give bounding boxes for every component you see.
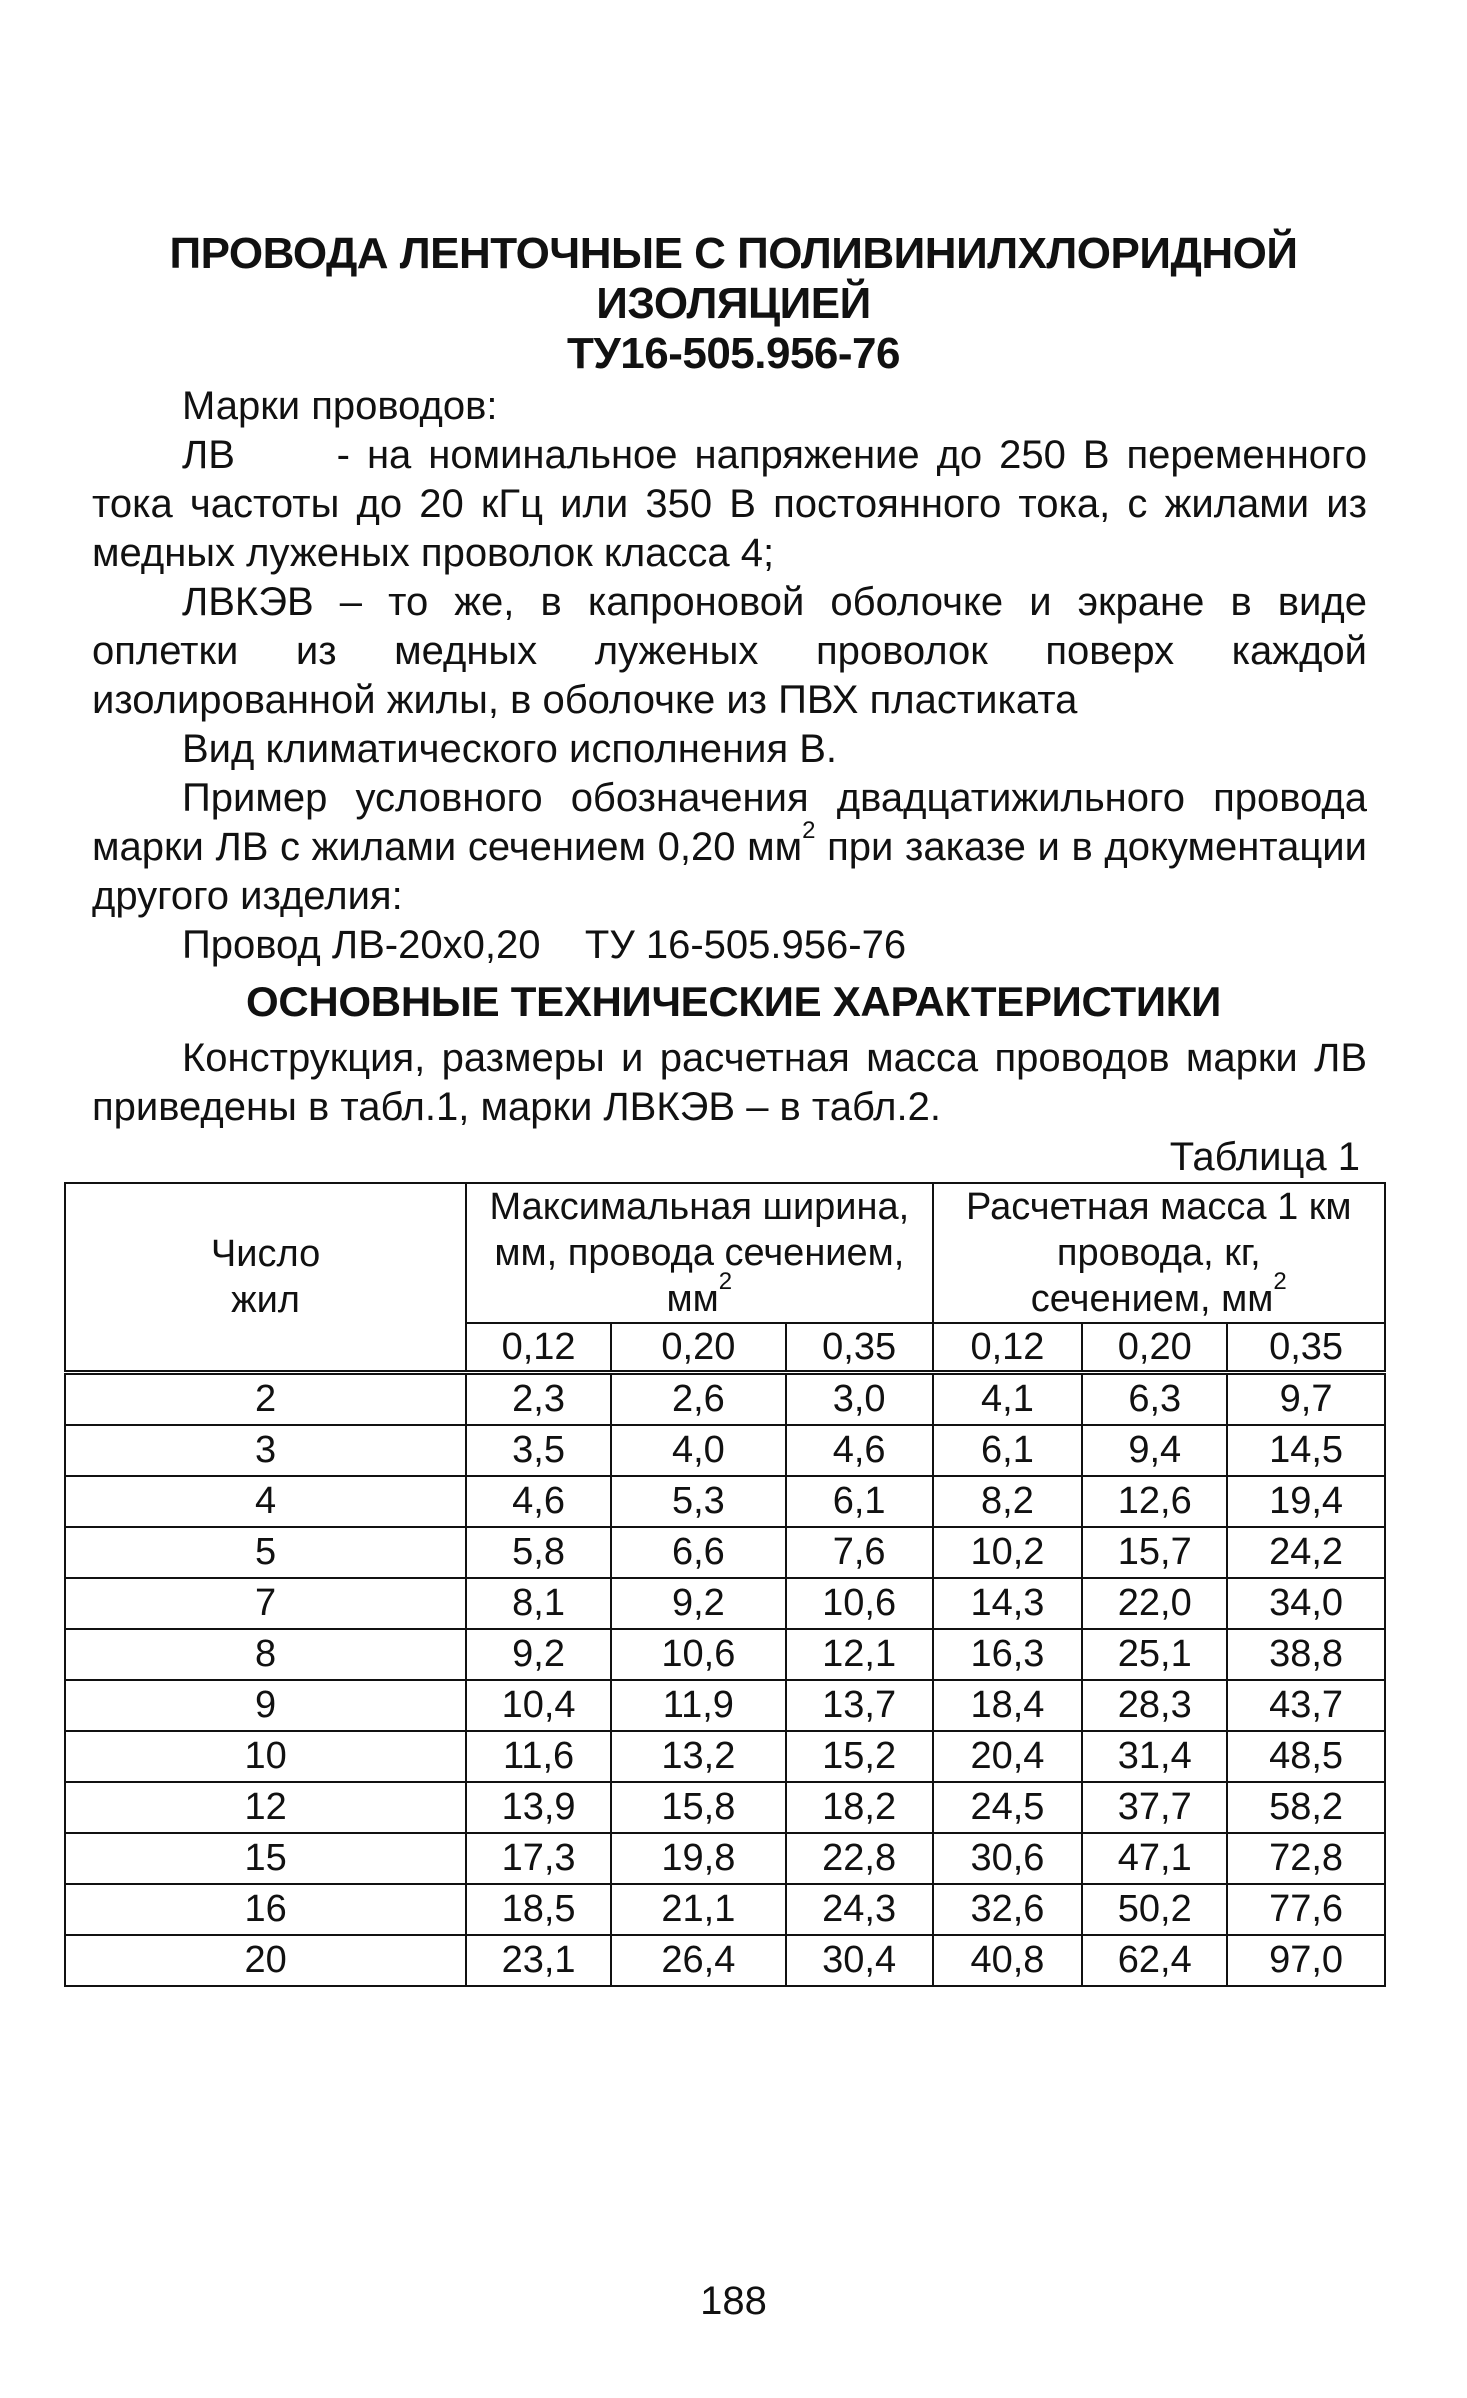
table-cell: 28,3	[1082, 1680, 1227, 1731]
table-cell: 4,0	[611, 1425, 786, 1476]
superscript-2: 2	[1273, 1268, 1287, 1295]
table-cell: 38,8	[1227, 1629, 1385, 1680]
table-cell: 77,6	[1227, 1884, 1385, 1935]
table-row	[65, 1731, 1385, 1782]
table-cell: 23,1	[466, 1935, 611, 1986]
table-cell: 10,4	[466, 1680, 611, 1731]
header-wire-count	[65, 1183, 466, 1373]
table-row	[65, 1935, 1385, 1986]
header-wire-count-line2: жил	[231, 1279, 300, 1321]
table-cell: 40,8	[933, 1935, 1083, 1986]
table-label: Таблица 1	[1169, 1135, 1360, 1179]
header-calc-mass-line3	[938, 1268, 1380, 1322]
header-max-width-line3	[471, 1268, 927, 1322]
cell-wire-count: 2	[65, 1373, 466, 1426]
section-heading: ОСНОВНЫЕ ТЕХНИЧЕСКИЕ ХАРАКТЕРИСТИКИ	[245, 978, 1222, 1025]
cell-wire-count: 10	[65, 1731, 466, 1782]
table-cell: 7,6	[786, 1527, 933, 1578]
header-section: 0,20	[611, 1323, 786, 1373]
title-standard: ТУ16-505.956-76	[567, 329, 900, 378]
table-cell: 18,5	[466, 1884, 611, 1935]
header-wire-count-line1: Число	[210, 1233, 321, 1275]
cell-wire-count: 16	[65, 1884, 466, 1935]
table-cell: 6,6	[611, 1527, 786, 1578]
table-cell: 11,6	[466, 1731, 611, 1782]
table-row	[65, 1578, 1385, 1629]
header-section: 0,12	[933, 1323, 1083, 1373]
table-row	[65, 1425, 1385, 1476]
table-cell: 13,2	[611, 1731, 786, 1782]
table-cell: 2,3	[466, 1373, 611, 1426]
marks-label: Марки проводов:	[182, 384, 498, 428]
table-row	[65, 1629, 1385, 1680]
table-cell: 14,3	[933, 1578, 1083, 1629]
table-row	[65, 1782, 1385, 1833]
header-section: 0,35	[786, 1323, 933, 1373]
table-row	[65, 1527, 1385, 1578]
table-row	[65, 1373, 1385, 1426]
table-cell: 22,0	[1082, 1578, 1227, 1629]
table-cell: 26,4	[611, 1935, 786, 1986]
table-cell: 15,7	[1082, 1527, 1227, 1578]
table-cell: 72,8	[1227, 1833, 1385, 1884]
table-cell: 14,5	[1227, 1425, 1385, 1476]
table-cell: 4,1	[933, 1373, 1083, 1426]
table-cell: 4,6	[786, 1425, 933, 1476]
header-max-width-line1: Максимальная ширина,	[489, 1186, 910, 1228]
table-cell: 13,7	[786, 1680, 933, 1731]
table-cell: 5,8	[466, 1527, 611, 1578]
example-text-part1: Пример условного обозначения двадцатижильного провода марки ЛВ с жилами сечением 0,20 мм	[92, 776, 1367, 869]
table-cell: 13,9	[466, 1782, 611, 1833]
title-line-2: ИЗОЛЯЦИЕЙ	[596, 279, 871, 328]
table-cell: 9,7	[1227, 1373, 1385, 1426]
table-cell: 19,8	[611, 1833, 786, 1884]
table-cell: 25,1	[1082, 1629, 1227, 1680]
table-cell: 31,4	[1082, 1731, 1227, 1782]
table-row	[65, 1476, 1385, 1527]
table-cell: 9,2	[466, 1629, 611, 1680]
table-cell: 62,4	[1082, 1935, 1227, 1986]
table-cell: 8,2	[933, 1476, 1083, 1527]
table-cell: 6,1	[933, 1425, 1083, 1476]
header-max-width-unit: мм	[666, 1278, 719, 1320]
table-cell: 9,4	[1082, 1425, 1227, 1476]
superscript-2: 2	[718, 1268, 733, 1295]
table-cell: 3,0	[786, 1373, 933, 1426]
table-cell: 5,3	[611, 1476, 786, 1527]
table-cell: 3,5	[466, 1425, 611, 1476]
table-cell: 8,1	[466, 1578, 611, 1629]
table-cell: 15,2	[786, 1731, 933, 1782]
table-body	[65, 1373, 1385, 1987]
mark-lvkev-description: ЛВКЭВ – то же, в капроновой оболочке и экране в виде оплетки из медных луженых проволок поверх каждой изолированной жилы, в оболочке из ПВХ пластиката	[92, 580, 1367, 722]
table-cell: 17,3	[466, 1833, 611, 1884]
table-cell: 50,2	[1082, 1884, 1227, 1935]
table-cell: 30,4	[786, 1935, 933, 1986]
example-text-part2: при заказе и в документации другого изделия:	[92, 825, 1367, 918]
table-cell: 15,8	[611, 1782, 786, 1833]
table-cell: 6,1	[786, 1476, 933, 1527]
example-value: Провод ЛВ-20х0,20 ТУ 16-505.956-76	[182, 923, 907, 967]
cell-wire-count: 5	[65, 1527, 466, 1578]
header-max-width-line2: мм, провода сечением,	[494, 1232, 905, 1274]
title-line-1: ПРОВОДА ЛЕНТОЧНЫЕ С ПОЛИВИНИЛХЛОРИДНОЙ	[169, 229, 1298, 278]
cell-wire-count: 12	[65, 1782, 466, 1833]
table-cell: 19,4	[1227, 1476, 1385, 1527]
table-cell: 18,4	[933, 1680, 1083, 1731]
table-cell: 12,1	[786, 1629, 933, 1680]
header-calc-mass-line1: Расчетная масса 1 км	[966, 1186, 1352, 1228]
table-cell: 12,6	[1082, 1476, 1227, 1527]
table-cell: 58,2	[1227, 1782, 1385, 1833]
table-cell: 21,1	[611, 1884, 786, 1935]
table-cell: 32,6	[933, 1884, 1083, 1935]
table-row	[65, 1680, 1385, 1731]
table-row	[65, 1833, 1385, 1884]
header-section: 0,12	[466, 1323, 611, 1373]
section-text: Конструкция, размеры и расчетная масса проводов марки ЛВ приведены в табл.1, марки ЛВКЭВ – в табл.2.	[92, 1036, 1367, 1129]
cell-wire-count: 4	[65, 1476, 466, 1527]
table-cell: 10,6	[611, 1629, 786, 1680]
header-section: 0,20	[1082, 1323, 1227, 1373]
header-calc-mass	[933, 1183, 1385, 1323]
table-cell: 37,7	[1082, 1782, 1227, 1833]
table-cell: 20,4	[933, 1731, 1083, 1782]
table-cell: 34,0	[1227, 1578, 1385, 1629]
table-cell: 2,6	[611, 1373, 786, 1426]
table-cell: 4,6	[466, 1476, 611, 1527]
cell-wire-count: 20	[65, 1935, 466, 1986]
table-cell: 9,2	[611, 1578, 786, 1629]
example-text	[92, 774, 1367, 921]
table-cell: 30,6	[933, 1833, 1083, 1884]
page-number: 188	[700, 2279, 767, 2323]
table-cell: 24,3	[786, 1884, 933, 1935]
header-max-width	[466, 1183, 932, 1323]
header-calc-mass-line2: провода, кг,	[1056, 1232, 1261, 1274]
table-cell: 47,1	[1082, 1833, 1227, 1884]
cell-wire-count: 8	[65, 1629, 466, 1680]
climate-text: Вид климатического исполнения В.	[182, 727, 838, 771]
table-cell: 43,7	[1227, 1680, 1385, 1731]
data-table	[64, 1182, 1386, 1987]
cell-wire-count: 3	[65, 1425, 466, 1476]
table-cell: 22,8	[786, 1833, 933, 1884]
cell-wire-count: 9	[65, 1680, 466, 1731]
table-cell: 16,3	[933, 1629, 1083, 1680]
table-cell: 18,2	[786, 1782, 933, 1833]
superscript-2: 2	[802, 817, 816, 844]
table-cell: 24,2	[1227, 1527, 1385, 1578]
table-cell: 6,3	[1082, 1373, 1227, 1426]
table-cell: 24,5	[933, 1782, 1083, 1833]
table-cell: 97,0	[1227, 1935, 1385, 1986]
cell-wire-count: 15	[65, 1833, 466, 1884]
cell-wire-count: 7	[65, 1578, 466, 1629]
header-calc-mass-unit: сечением, мм	[1030, 1278, 1274, 1320]
table-cell: 10,2	[933, 1527, 1083, 1578]
table-cell: 48,5	[1227, 1731, 1385, 1782]
header-section: 0,35	[1227, 1323, 1385, 1373]
table-cell: 11,9	[611, 1680, 786, 1731]
mark-lv-description: ЛВ - на номинальное напряжение до 250 В переменного тока частоты до 20 кГц или 350 В постоянного тока, с жилами из медных луженых проволок класса 4;	[92, 433, 1379, 575]
table-row	[65, 1884, 1385, 1935]
table-cell: 10,6	[786, 1578, 933, 1629]
